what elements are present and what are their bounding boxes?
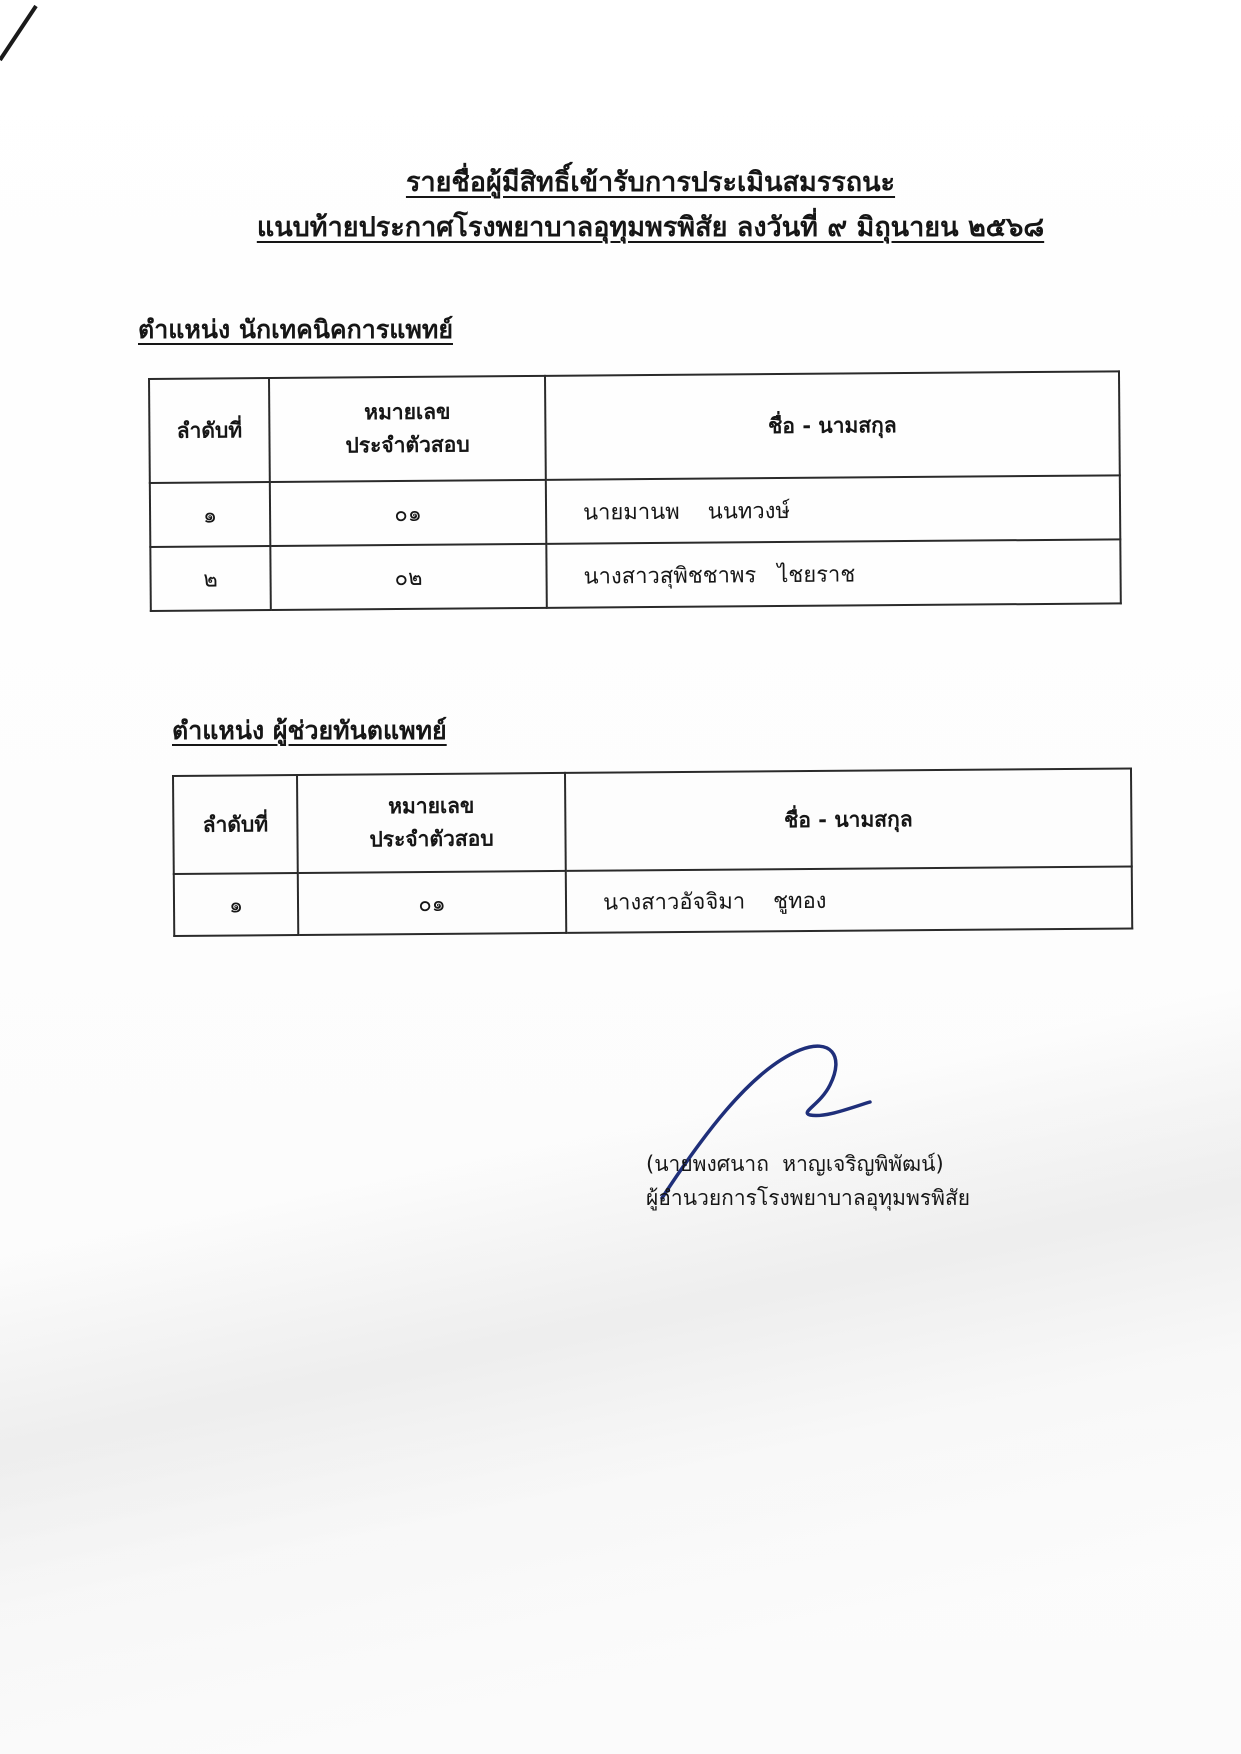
row-exam-id: ๐๑ — [298, 871, 566, 935]
table-header-row — [173, 768, 1132, 874]
table-row — [150, 539, 1120, 611]
section-heading-medical-technologist: ตำแหน่ง นักเทคนิคการแพทย์ — [138, 315, 453, 344]
row-order: ๑ — [150, 482, 270, 547]
header-exam-id: หมายเลข ประจำตัวสอบ — [269, 376, 546, 482]
header-order: ลำดับที่ — [173, 775, 298, 874]
row-order: ๑ — [174, 873, 298, 936]
document-subtitle: แนบท้ายประกาศโรงพยาบาลอุทุมพรพิสัย ลงวันที่ ๙ มิถุนายน ๒๕๖๘ — [256, 212, 1045, 243]
scan-edge-mark — [0, 0, 60, 80]
row-exam-id: ๐๒ — [270, 544, 546, 610]
row-order: ๒ — [150, 546, 270, 611]
row-name: นางสาวสุพิชชาพร ไชยราช — [546, 539, 1120, 608]
document-title: รายชื่อผู้มีสิทธิ์เข้ารับการประเมินสมรรถนะ — [405, 167, 896, 198]
signer-block — [646, 1148, 970, 1215]
row-name: นางสาวอัจจิมา ชูทอง — [566, 866, 1132, 932]
row-exam-id: ๐๑ — [270, 480, 546, 546]
table-row — [174, 866, 1132, 936]
header-name: ชื่อ - นามสกุล — [565, 768, 1132, 870]
table-row — [150, 475, 1120, 547]
candidate-table-dental-assistant — [172, 767, 1133, 937]
section-heading-dental-assistant: ตำแหน่ง ผู้ช่วยทันตแพทย์ — [172, 716, 447, 745]
table-header-row — [149, 371, 1120, 483]
candidate-table-medical-technologist — [148, 370, 1122, 612]
header-name: ชื่อ - นามสกุล — [545, 371, 1120, 480]
signer-name: (นายพงศนาถ หาญเจริญพิพัฒน์) — [646, 1152, 944, 1176]
header-order: ลำดับที่ — [149, 378, 270, 483]
row-name: นายมานพ นนทวงษ์ — [546, 475, 1120, 544]
signer-position: ผู้อำนวยการโรงพยาบาลอุทุมพรพิสัย — [646, 1185, 971, 1210]
header-exam-id: หมายเลข ประจำตัวสอบ — [297, 773, 566, 873]
